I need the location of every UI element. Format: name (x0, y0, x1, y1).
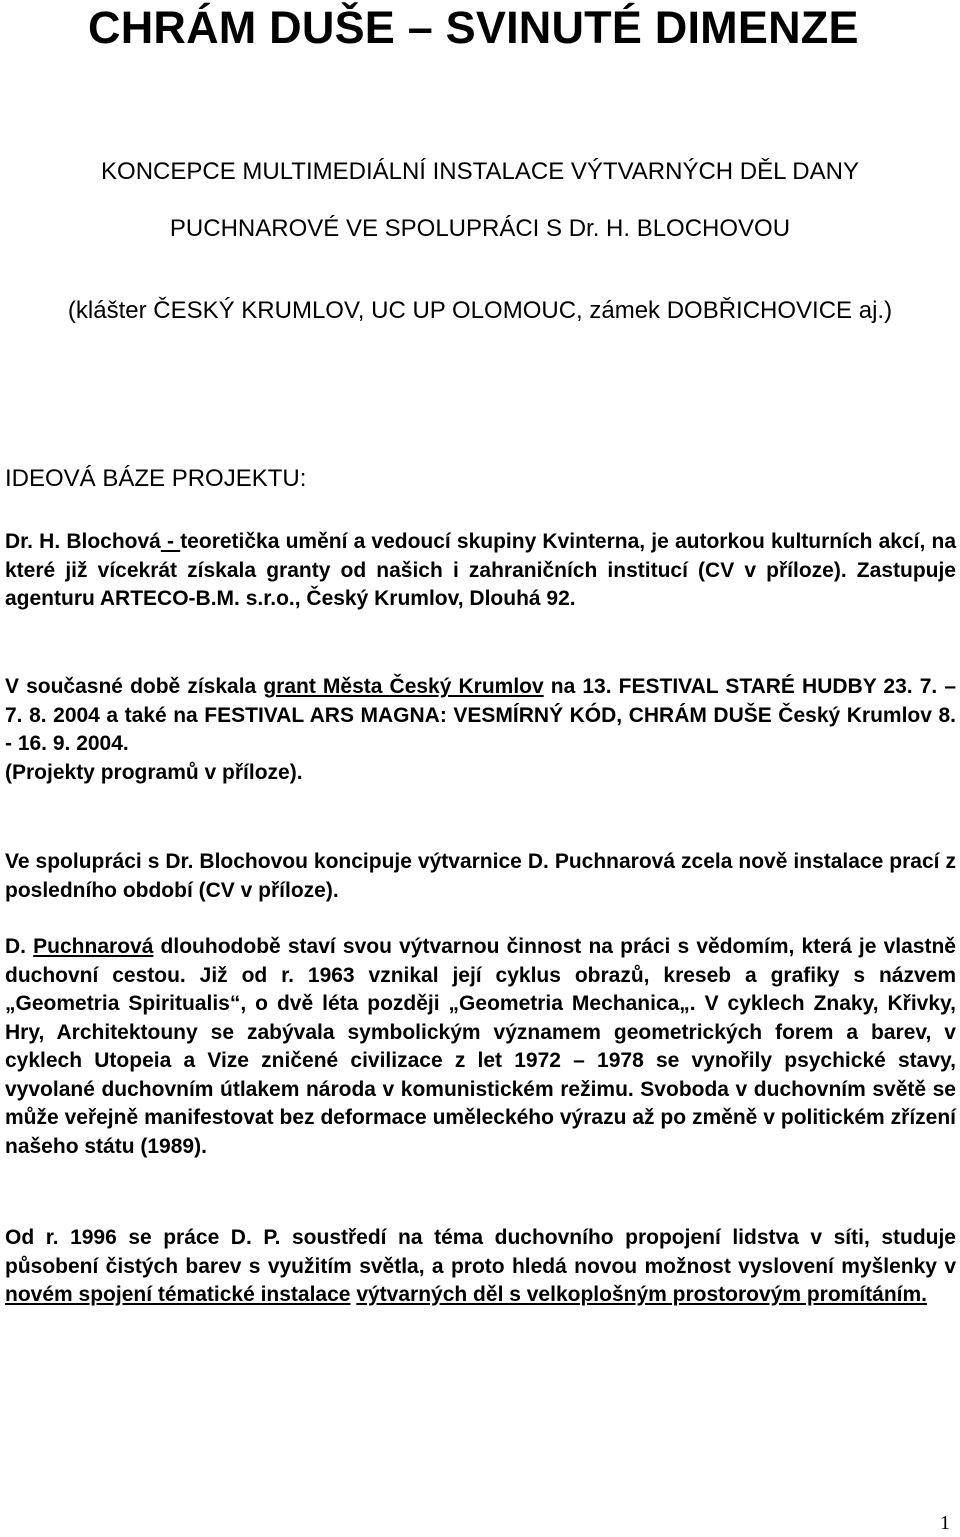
paragraph-text: V současné době získala (5, 675, 264, 698)
paragraph-cooperation: Ve spolupráci s Dr. Blochovou koncipuje výtvarnice D. Puchnarová zcela nově instalace prací z posledního období (CV v příloze). (5, 850, 956, 902)
author-name: Dr. H. Blochová (5, 530, 161, 553)
paragraph-grant (5, 673, 956, 787)
artist-name: Puchnarová (33, 935, 154, 958)
paragraph-text: Od r. 1996 se práce D. P. soustředí na téma duchovního propojení lidstva v síti, studuje působení čistých barev s využitím světla, a proto hledá novou možnost vyslovení myšlenky v (5, 1226, 956, 1278)
document-title: CHRÁM DUŠE – SVINUTÉ DIMENZE (88, 2, 859, 53)
grant-link[interactable]: grant Města Český Krumlov (263, 675, 544, 698)
subtitle-line-3: (klášter ČESKÝ KRUMLOV, UC UP OLOMOUC, zámek DOBŘICHOVICE aj.) (67, 297, 893, 324)
paragraph-text: D. (5, 935, 34, 958)
page-number: 1 (940, 1512, 950, 1534)
subtitle-line-2: PUCHNAROVÉ VE SPOLUPRÁCI S Dr. H. BLOCHOVOU (169, 215, 791, 242)
name-dash: - (160, 530, 181, 553)
projection-link[interactable]: výtvarných děl s velkoplošným prostorovým promítáním. (356, 1283, 927, 1306)
section-heading: IDEOVÁ BÁZE PROJEKTU: (5, 465, 307, 492)
paragraph-blochova (5, 528, 956, 614)
projects-note: (Projekty programů v příloze). (5, 760, 303, 784)
paragraph-text: dlouhodobě staví svou výtvarnou činnost na práci s vědomím, která je vlastně duchovní cestou. Již od r. 1963 vznikal její cyklus obrazů, kreseb a grafiky s názvem „Geometria Spiritualis“, o dvě léta později „Geometria Mechanica„. V cyklech Znaky, Křivky, Hry, Architektouny se zabývala symbolickým významem geometrických forem a barev, v cyklech Utopeia a Vize zničené civilizace z let 1972 – 1978 se vynořily psychické stavy, vyvolané duchovním útlakem národa v komunistickém režimu. Svoboda v duchovním světě se může veřejně manifestovat bez deformace uměleckého výrazu až po změně v politickém zřízení našeho státu (1989). (5, 935, 956, 1158)
paragraph-text: teoretička umění a vedoucí skupiny Kvinterna, je autorkou kulturních akcí, na které již vícekrát získala granty od našich i zahraničních institucí (CV v příloze). Zastupuje agenturu ARTECO-B.M. s.r.o., Český Krumlov, Dlouhá 92. (5, 530, 956, 610)
paragraph-since-1996 (5, 1224, 956, 1310)
subtitle-line-1: KONCEPCE MULTIMEDIÁLNÍ INSTALACE VÝTVARNÝCH DĚL DANY (101, 158, 859, 185)
installation-link[interactable]: novém spojení tématické instalace (5, 1283, 351, 1306)
paragraph-puchnarova (5, 933, 956, 1161)
paragraph-text: na 13. FESTIVAL STARÉ HUDBY 23. 7. – 7. 8. 2004 a také na FESTIVAL ARS MAGNA: VESMÍRNÝ KÓD, CHRÁM DUŠE Český Krumlov 8. - 16. 9. 2004. (5, 675, 956, 755)
